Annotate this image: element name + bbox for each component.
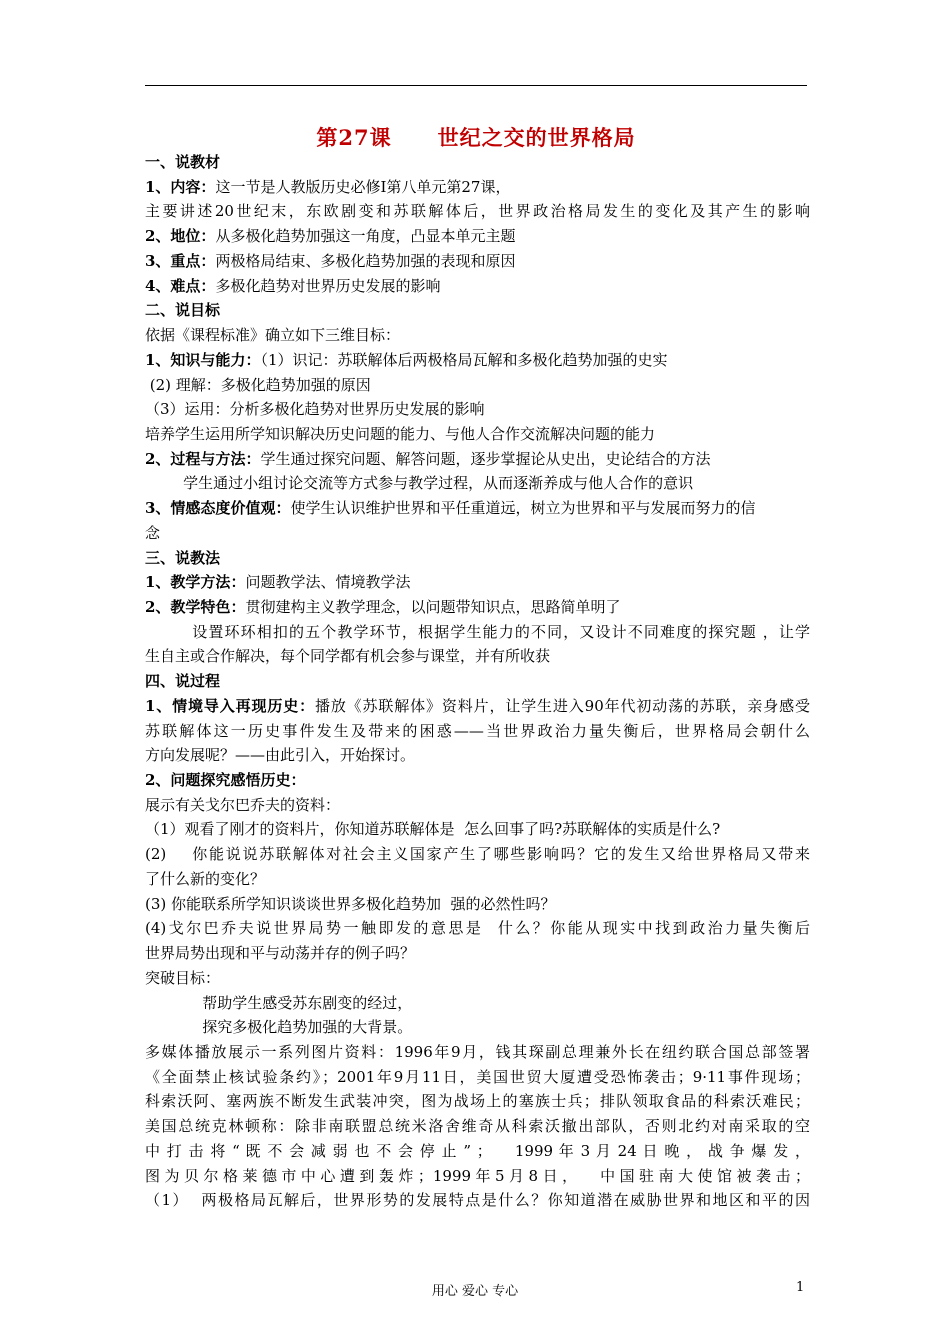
line-heading: 2、地位： — [145, 227, 216, 246]
line-text: 世界局势出现和平与动荡并存的例子吗？ — [145, 944, 416, 962]
line-text: 贯彻建构主义教学理念，以问题带知识点，思路简单明了 — [245, 598, 621, 616]
text-line — [145, 300, 810, 320]
line-text: 念 — [145, 523, 161, 542]
line-heading: 三、说教法 — [145, 548, 221, 567]
text-line — [145, 993, 810, 1013]
line-text: 帮助学生感受苏东剧变的经过， — [145, 993, 413, 1012]
text-line — [145, 350, 810, 370]
text-line — [145, 498, 810, 518]
text-line — [145, 399, 810, 419]
line-heading: 四、说过程 — [145, 672, 221, 691]
lesson-number: 第27课 — [316, 125, 392, 150]
text-line — [145, 572, 810, 592]
text-line — [145, 943, 810, 963]
text-line — [145, 548, 810, 568]
text-line — [145, 152, 810, 172]
header-rule — [145, 85, 807, 86]
text-line — [145, 1166, 810, 1186]
text-line — [145, 1190, 810, 1210]
text-line — [145, 844, 810, 864]
line-text: 问题教学法、情境教学法 — [245, 573, 411, 592]
text-line — [145, 1042, 810, 1062]
line-heading: 2、教学特色： — [145, 598, 246, 616]
text-line — [145, 1067, 810, 1087]
line-text: (2) 理解：多极化趋势加强的原因 — [145, 375, 371, 394]
page-number: 1 — [796, 1280, 805, 1295]
line-text: (2) 你能说说苏联解体对社会主义国家产生了哪些影响吗？它的发生又给世界格局又带来 — [145, 845, 810, 864]
text-line — [145, 1017, 810, 1037]
line-heading: 1、情境导入再现历史： — [145, 696, 315, 715]
line-text: 两极格局结束、多极化趋势加强的表现和原因 — [215, 251, 516, 270]
text-line — [145, 646, 810, 666]
line-text: 设置环环相扣的五个教学环节，根据学生能力的不同，又设计不同难度的探究题 ，让学 — [145, 622, 810, 641]
line-text: 播放《苏联解体》资料片，让学生进入90年代初动荡的苏联，亲身感受 — [314, 696, 810, 715]
text-line — [145, 276, 810, 296]
text-line — [145, 325, 810, 345]
text-line — [145, 177, 810, 197]
line-text: 使学生认识维护世界和平任重道远，树立为世界和平与发展而努力的信 — [290, 499, 756, 518]
line-text: 依据《课程标准》确立如下三维目标： — [145, 326, 401, 344]
text-line — [145, 449, 810, 469]
text-line — [145, 819, 810, 839]
line-text: （3）运用：分析多极化趋势对世界历史发展的影响 — [145, 400, 485, 419]
line-text: 培养学生运用所学知识解决历史问题的能力、与他人合作交流解决问题的能力 — [145, 424, 656, 443]
line-heading: 1、内容： — [145, 177, 216, 196]
text-line — [145, 424, 810, 444]
line-text: 图为贝尔格莱德市中心遭到轰炸；1999年5月8日， 中国驻南大使馆被袭击； — [145, 1166, 810, 1185]
line-text: 方向发展呢？——由此引入，开始探讨。 — [145, 746, 416, 765]
line-heading: 二、说目标 — [145, 301, 221, 320]
line-heading: 3、重点： — [145, 251, 216, 270]
line-text: 美国总统克林顿称：除非南联盟总统米洛舍维奇从科索沃撤出部队，否则北约对南采取的空 — [145, 1117, 810, 1136]
lesson-name: 世纪之交的世界格局 — [437, 125, 636, 150]
line-text: (3) 你能联系所学知识谈谈世界多极化趋势加 强的必然性吗？ — [145, 894, 556, 913]
line-text: （1） 两极格局瓦解后，世界形势的发展特点是什么？你知道潜在威胁世界和地区和平的因 — [145, 1191, 810, 1210]
line-heading: 2、过程与方法： — [145, 449, 261, 468]
line-text: 科索沃阿、塞两族不断发生武装冲突，图为战场上的塞族士兵；排队领取食品的科索沃难民； — [145, 1092, 810, 1111]
text-line — [145, 226, 810, 246]
text-line — [145, 968, 810, 988]
line-text: 《全面禁止核试验条约》；2001年9月11日，美国世贸大厦遭受恐怖袭击；9·11事件现场； — [145, 1067, 810, 1086]
text-line — [145, 869, 810, 889]
line-text: 探究多极化趋势加强的大背景。 — [145, 1018, 413, 1037]
text-line — [145, 1091, 810, 1111]
text-line — [145, 894, 810, 914]
line-text: 学生通过小组讨论交流等方式参与教学过程，从而逐渐养成与他人合作的意识 — [145, 474, 694, 493]
line-text: 苏联解体这一历史事件发生及带来的困惑——当世界政治力量失衡后，世界格局会朝什么 — [145, 721, 810, 740]
line-heading: 1、知识与能力： — [145, 350, 261, 369]
line-text: 从多极化趋势加强这一角度，凸显本单元主题 — [215, 227, 516, 246]
text-line — [145, 745, 810, 765]
line-text: （1）观看了刚才的资料片，你知道苏联解体是 怎么回事了吗?苏联解体的实质是什么? — [145, 820, 721, 839]
line-text: 学生通过探究问题、解答问题，逐步掌握论从史出，史论结合的方法 — [260, 449, 711, 468]
line-text: 展示有关戈尔巴乔夫的资料： — [145, 795, 341, 814]
text-line — [145, 251, 810, 271]
text-line — [145, 375, 810, 395]
text-line — [145, 1116, 810, 1136]
line-text: 了什么新的变化？ — [145, 869, 266, 888]
text-line — [145, 696, 810, 716]
text-line — [145, 201, 810, 221]
text-line — [145, 523, 810, 543]
line-heading: 4、难点： — [145, 276, 216, 295]
line-text: 多极化趋势对世界历史发展的影响 — [215, 276, 441, 295]
line-text: 主要讲述20世纪末，东欧剧变和苏联解体后，世界政治格局发生的变化及其产生的影响 — [145, 202, 810, 221]
line-text: (4)戈尔巴乔夫说世界局势一触即发的意思是 什么？你能从现实中找到政治力量失衡后 — [145, 919, 810, 938]
footer-motto: 用心 爱心 专心 — [431, 1284, 519, 1299]
text-line — [145, 1141, 810, 1161]
text-line — [145, 721, 810, 741]
line-text: 突破目标： — [145, 968, 221, 987]
line-heading: 一、说教材 — [145, 153, 221, 171]
text-line — [145, 671, 810, 691]
line-text: 中 打 击 将 “ 既 不 会 减 弱 也 不 会 停 止 ” ； 1999 年 3 月 24 日 晚 ， 战 争 爆 发 ， — [145, 1141, 810, 1160]
text-line — [145, 795, 810, 815]
line-text: 这一节是人教版历史必修Ⅰ第八单元第27课， — [215, 177, 511, 196]
line-heading: 1、教学方法： — [145, 573, 246, 592]
line-heading: 2、问题探究感悟历史： — [145, 771, 306, 789]
text-line — [145, 473, 810, 493]
line-heading: 3、情感态度价值观： — [145, 499, 291, 518]
text-line — [145, 918, 810, 938]
page-title — [145, 122, 807, 152]
line-text: （1）识记：苏联解体后两极格局瓦解和多极化趋势加强的史实 — [260, 350, 668, 369]
text-line — [145, 770, 810, 790]
line-text: 生自主或合作解决，每个同学都有机会参与课堂，并有所收获 — [145, 647, 551, 666]
line-text: 多媒体播放展示一系列图片资料：1996年9月，钱其琛副总理兼外长在纽约联合国总部签署 — [145, 1042, 810, 1061]
text-line — [145, 622, 810, 642]
text-line — [145, 597, 810, 617]
